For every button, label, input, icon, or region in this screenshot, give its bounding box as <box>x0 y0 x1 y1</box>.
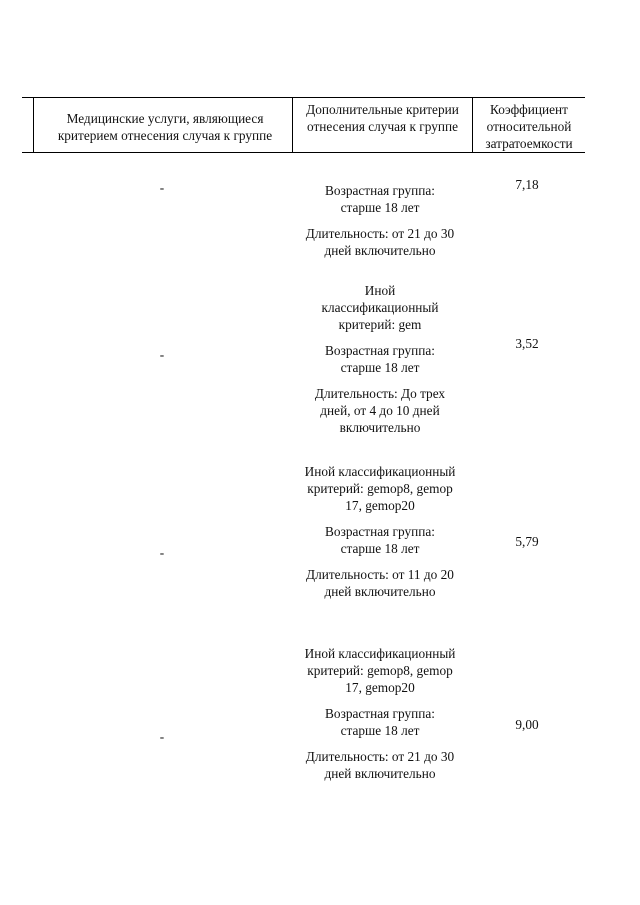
header-divider-0 <box>33 97 34 153</box>
criterion: Возрастная группа: старше 18 лет <box>325 183 435 215</box>
criterion: Длительность: До трех дней, от 4 до 10 дней включительно <box>314 386 446 435</box>
header-divider-1 <box>292 97 293 153</box>
criterion: Длительность: от 11 до 20 дней включительно <box>306 567 454 599</box>
criterion: Возрастная группа: старше 18 лет <box>325 343 435 375</box>
coefficient-cell: 7,18 <box>515 177 539 192</box>
criterion: Длительность: от 21 до 30 дней включительно <box>305 226 455 258</box>
coefficient-cell: 5,79 <box>515 534 539 549</box>
coefficient-cell: 3,52 <box>515 336 539 351</box>
criteria-cell <box>290 645 470 791</box>
criteria-cell <box>290 182 470 268</box>
header-services: Медицинские услуги, являющиеся критерием отнесения случая к группе <box>57 111 273 143</box>
service-cell: - <box>159 180 165 195</box>
header-top-border <box>22 97 585 98</box>
criterion: Иной классификационный критерий: gem <box>321 283 439 332</box>
criteria-cell <box>290 463 470 609</box>
header-coefficient: Коэффициент относительной затратоемкости <box>485 102 573 151</box>
criterion: Иной классификационный критерий: gemop8, gemop 17, gemop20 <box>304 464 456 513</box>
header-criteria: Дополнительные критерии отнесения случая к группе <box>306 102 459 134</box>
service-cell: - <box>159 347 165 362</box>
criterion: Возрастная группа: старше 18 лет <box>325 706 435 738</box>
criterion: Иной классификационный критерий: gemop8, gemop 17, gemop20 <box>304 646 456 695</box>
service-cell: - <box>159 729 165 744</box>
criteria-cell <box>290 282 470 445</box>
service-cell: - <box>159 545 165 560</box>
criterion: Возрастная группа: старше 18 лет <box>325 524 435 556</box>
coefficient-cell: 9,00 <box>515 717 539 732</box>
header-bottom-border <box>22 152 585 153</box>
criterion: Длительность: от 21 до 30 дней включительно <box>305 749 455 781</box>
